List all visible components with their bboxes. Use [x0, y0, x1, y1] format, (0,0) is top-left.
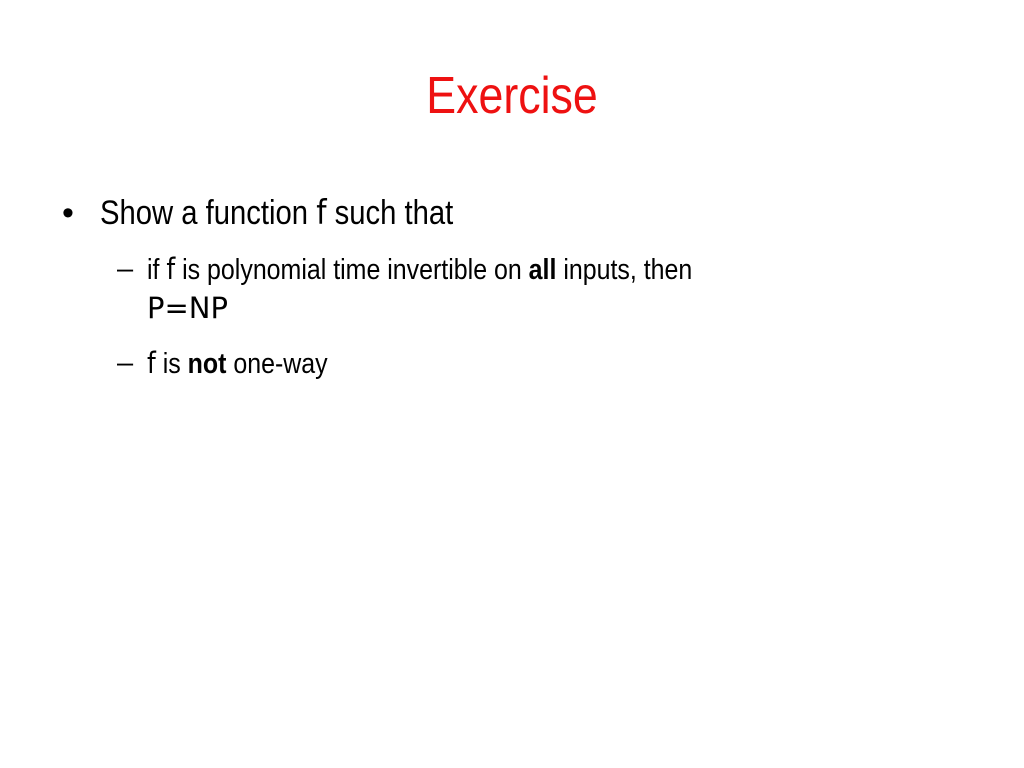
sub-item-text-after: inputs, then	[556, 254, 693, 286]
bullet-text-after: such that	[326, 194, 454, 232]
sub-item-is: is	[155, 348, 188, 380]
function-symbol: f	[316, 193, 327, 233]
sub-item-line	[147, 250, 692, 289]
slide-body	[62, 190, 962, 383]
bullet-marker: •	[62, 194, 74, 232]
bullet-text-before: Show a function	[100, 194, 317, 232]
function-symbol: f	[166, 252, 176, 286]
sub-item-bold: all	[528, 254, 557, 286]
slide-title: Exercise	[426, 67, 598, 125]
sub-item-not-one-way	[62, 344, 907, 383]
sub-item-invertible	[62, 250, 907, 328]
dash-marker: –	[117, 253, 134, 285]
bullet-item	[62, 190, 962, 236]
sub-item-line	[147, 344, 328, 383]
dash-marker: –	[117, 347, 134, 379]
sub-item-text-after: one-way	[226, 348, 328, 380]
sub-item-conclusion: P=NP	[147, 291, 228, 325]
bullet-text	[100, 190, 453, 236]
sub-item-text: is polynomial time invertible on	[175, 254, 529, 286]
sub-item-bold: not	[187, 348, 227, 380]
function-symbol: f	[147, 346, 156, 380]
sub-item-if: if	[147, 254, 167, 286]
